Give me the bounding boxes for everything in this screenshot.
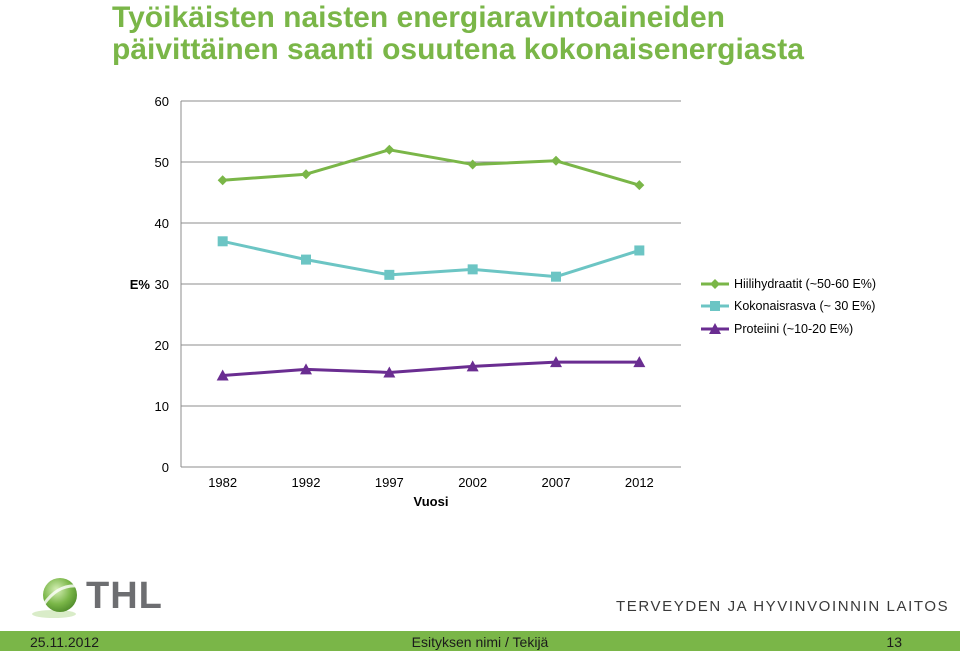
footer-presentation-name: Esityksen nimi / Tekijä	[411, 634, 549, 650]
y-tick-label: 30	[154, 277, 169, 292]
footer-bar	[0, 631, 960, 651]
legend-item	[701, 322, 853, 336]
legend-marker	[710, 301, 720, 311]
y-axis-label: E%	[129, 277, 150, 292]
series-line	[223, 362, 640, 375]
legend-label: Proteiini (~10-20 E%)	[734, 322, 854, 336]
x-tick-label: 1982	[208, 475, 238, 490]
chart-legend	[701, 277, 876, 336]
data-point	[468, 264, 478, 274]
footer-page-number: 13	[886, 634, 902, 650]
x-tick-labels	[208, 475, 654, 490]
y-tick-label: 10	[154, 399, 169, 414]
series-line	[223, 241, 640, 276]
legend-label: Kokonaisrasva (~ 30 E%)	[734, 299, 876, 313]
slide-title-line-2: päivittäinen saanti osuutena kokonaisenergiasta	[112, 33, 804, 66]
data-point	[218, 236, 228, 246]
y-tick-label: 20	[154, 338, 169, 353]
legend-item	[701, 277, 876, 291]
x-tick-label: 1992	[291, 475, 321, 490]
x-tick-label: 1997	[374, 475, 404, 490]
data-point	[301, 255, 311, 265]
logo-text: THL	[86, 575, 163, 617]
footer-date: 25.11.2012	[30, 634, 100, 650]
y-tick-label: 60	[154, 94, 169, 109]
data-point	[384, 145, 394, 155]
chart-gridlines	[181, 101, 681, 406]
y-tick-labels	[155, 94, 169, 475]
x-tick-label: 2002	[458, 475, 488, 490]
y-tick-label: 50	[154, 155, 169, 170]
data-point	[218, 175, 228, 185]
data-point	[384, 270, 394, 280]
series-1	[218, 145, 645, 190]
data-point	[551, 156, 561, 166]
x-tick-label: 2007	[541, 475, 571, 490]
y-tick-label: 40	[154, 216, 169, 231]
series-2	[218, 236, 645, 281]
x-tick-label: 2012	[624, 475, 654, 490]
legend-label: Hiilihydraatit (~50-60 E%)	[734, 277, 877, 291]
data-point	[551, 272, 561, 282]
y-tick-label: 0	[161, 460, 169, 475]
legend-marker	[710, 279, 720, 289]
series-3	[217, 356, 646, 380]
series-line	[223, 150, 640, 185]
data-point	[468, 159, 478, 169]
organization-name: TERVEYDEN JA HYVINVOINNIN LAITOS	[616, 598, 950, 615]
slide-title-line-1: Työikäisten naisten energiaravintoaineiden	[112, 1, 725, 34]
data-point	[301, 169, 311, 179]
data-point	[634, 180, 644, 190]
data-point	[634, 245, 644, 255]
x-axis-label: Vuosi	[413, 494, 449, 509]
legend-item	[701, 299, 875, 313]
